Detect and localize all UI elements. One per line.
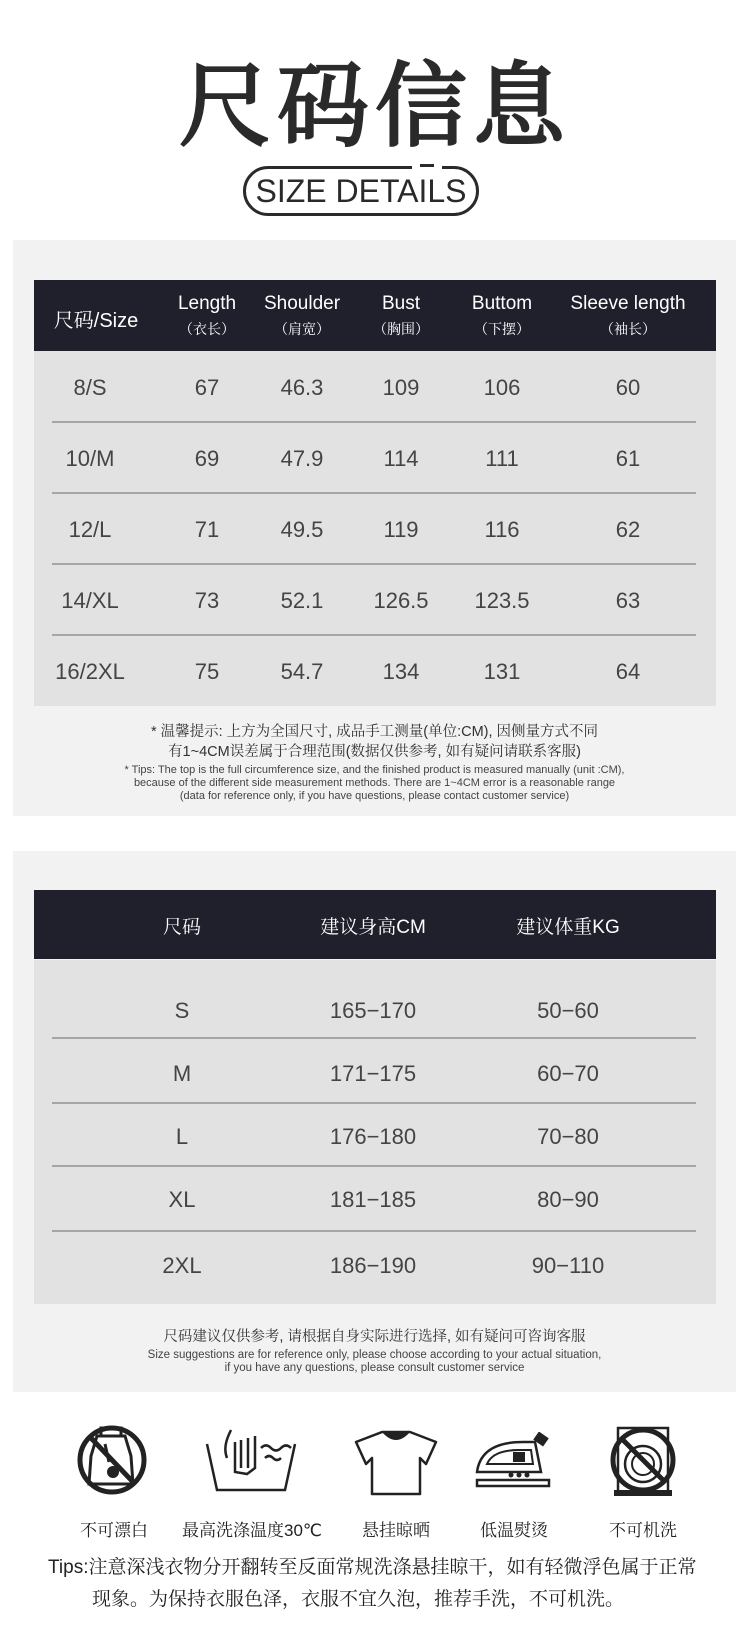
cell-sleeve: 61 — [615, 446, 641, 471]
note-cn-line-1: * 温馨提示: 上方为全国尺寸, 成品手工测量(单位:CM), 因侧量方式不同 — [150, 724, 599, 740]
care-tips-line-1: Tips:注意深浅衣物分开翻转至反面常规洗涤悬挂晾干，如有轻微浮色属于正常 — [48, 1557, 697, 1578]
table-row — [34, 1232, 716, 1304]
note-cn-line-2: 有1~4CM误差属于合理范围(数据仅供参考, 如有疑问请联系客服) — [168, 744, 581, 760]
cell-height: 165−170 — [329, 998, 417, 1023]
col-sleeve-length: Sleeve length （袖长） — [570, 293, 686, 337]
cell-length: 75 — [194, 659, 220, 684]
cell-sleeve: 63 — [615, 588, 641, 613]
table-row — [34, 493, 716, 564]
col-height: 建议身高CM — [320, 917, 426, 938]
low-iron-icon — [473, 1432, 557, 1492]
cell-buttom: 116 — [484, 517, 520, 542]
cell-height: 181−185 — [329, 1187, 417, 1212]
care-label-low-iron: 低温熨烫 — [480, 1521, 548, 1540]
cell-buttom: 131 — [483, 659, 521, 684]
note-en-line-1: * Tips: The top is the full circumference size, and the finished product is measured manually (unit :CM), — [124, 764, 625, 776]
cell-bust: 126.5 — [373, 588, 429, 613]
cell-weight: 60−70 — [537, 1061, 599, 1086]
hang-dry-icon — [352, 1428, 440, 1498]
note-en-line-3: (data for reference only, if you have questions, please contact customer service) — [179, 790, 570, 802]
col-length: Length （衣长） — [177, 293, 237, 337]
care-icons — [0, 1410, 750, 1540]
cell-weight: 80−90 — [537, 1187, 599, 1212]
table-row — [34, 422, 716, 493]
size-table-header — [34, 280, 716, 351]
cell-weight: 50−60 — [537, 998, 599, 1023]
cell-length: 73 — [194, 588, 220, 613]
cell-size: 10/M — [65, 446, 115, 471]
recommend-table-body — [34, 960, 716, 1304]
note-en-line-2: if you have any questions, please consult customer service — [224, 1362, 525, 1374]
col-size: 尺码/Size — [53, 310, 139, 332]
table-row — [34, 564, 716, 635]
cell-shoulder: 46.3 — [280, 375, 324, 400]
no-machine-wash-icon — [608, 1424, 678, 1500]
cell-size: L — [175, 1124, 189, 1149]
cell-size: XL — [168, 1187, 196, 1212]
table-row — [34, 635, 716, 706]
page-title: 尺码信息 — [178, 53, 571, 160]
cell-height: 171−175 — [329, 1061, 417, 1086]
note-en-line-2: because of the different side measurement methods. There are 1~4CM error is a reasonable range — [133, 777, 616, 789]
col-buttom: Buttom （下摆） — [471, 293, 533, 337]
cell-buttom: 106 — [483, 375, 521, 400]
note-cn: 尺码建议仅供参考, 请根据自身实际进行选择, 如有疑问可咨询客服 — [163, 1329, 586, 1345]
cell-height: 176−180 — [329, 1124, 417, 1149]
care-tips-line-2: 现象。为保持衣服色泽，衣服不宜久泡，推荐手洗，不可机洗。 — [92, 1589, 625, 1610]
size-table-note — [13, 722, 736, 803]
recommend-table-note — [13, 1327, 736, 1375]
cell-length: 69 — [194, 446, 220, 471]
col-weight: 建议体重KG — [516, 917, 620, 938]
table-row — [34, 1039, 716, 1102]
cell-size: S — [174, 998, 190, 1023]
no-bleach-icon — [75, 1422, 151, 1500]
hand-wash-30-icon — [205, 1428, 297, 1494]
table-row — [34, 1167, 716, 1230]
cell-sleeve: 60 — [615, 375, 641, 400]
cell-size: 2XL — [162, 1253, 202, 1278]
table-row — [34, 351, 716, 422]
cell-size: 16/2XL — [55, 659, 125, 684]
col-shoulder: Shoulder （肩宽） — [263, 293, 341, 337]
badge-decoration — [420, 164, 434, 167]
cell-size: 14/XL — [61, 588, 119, 613]
care-label-hand-wash: 最高洗涤温度30℃ — [181, 1521, 322, 1540]
cell-weight: 70−80 — [537, 1124, 599, 1149]
size-table-body — [34, 351, 716, 706]
cell-sleeve: 62 — [615, 517, 641, 542]
cell-bust: 134 — [382, 659, 420, 684]
cell-bust: 119 — [383, 517, 419, 542]
cell-shoulder: 54.7 — [280, 659, 324, 684]
note-en-line-1: Size suggestions are for reference only, please choose according to your actual situation, — [147, 1349, 602, 1361]
cell-height: 186−190 — [329, 1253, 417, 1278]
cell-size: M — [172, 1061, 192, 1086]
cell-buttom: 111 — [485, 446, 519, 471]
cell-size: 8/S — [73, 375, 107, 400]
col-size: 尺码 — [162, 917, 202, 938]
care-label-hang-dry: 悬挂晾晒 — [362, 1521, 430, 1540]
cell-bust: 109 — [382, 375, 420, 400]
cell-shoulder: 47.9 — [280, 446, 324, 471]
cell-weight: 90−110 — [531, 1253, 605, 1278]
cell-shoulder: 49.5 — [280, 517, 324, 542]
cell-length: 67 — [194, 375, 220, 400]
table-row — [34, 1104, 716, 1165]
cell-buttom: 123.5 — [474, 588, 530, 613]
care-label-no-bleach: 不可漂白 — [80, 1521, 148, 1540]
care-tips — [48, 1552, 738, 1616]
recommend-table-header — [34, 890, 716, 959]
cell-bust: 114 — [383, 446, 419, 471]
cell-length: 71 — [194, 517, 220, 542]
cell-shoulder: 52.1 — [280, 588, 324, 613]
care-label-no-machine-wash: 不可机洗 — [609, 1521, 677, 1540]
table-row — [34, 960, 716, 1037]
cell-sleeve: 64 — [615, 659, 641, 684]
col-bust: Bust （胸围） — [373, 293, 429, 337]
cell-size: 12/L — [68, 517, 112, 542]
size-details-badge — [243, 166, 479, 216]
size-details-label: SIZE DETAILS — [255, 173, 467, 209]
